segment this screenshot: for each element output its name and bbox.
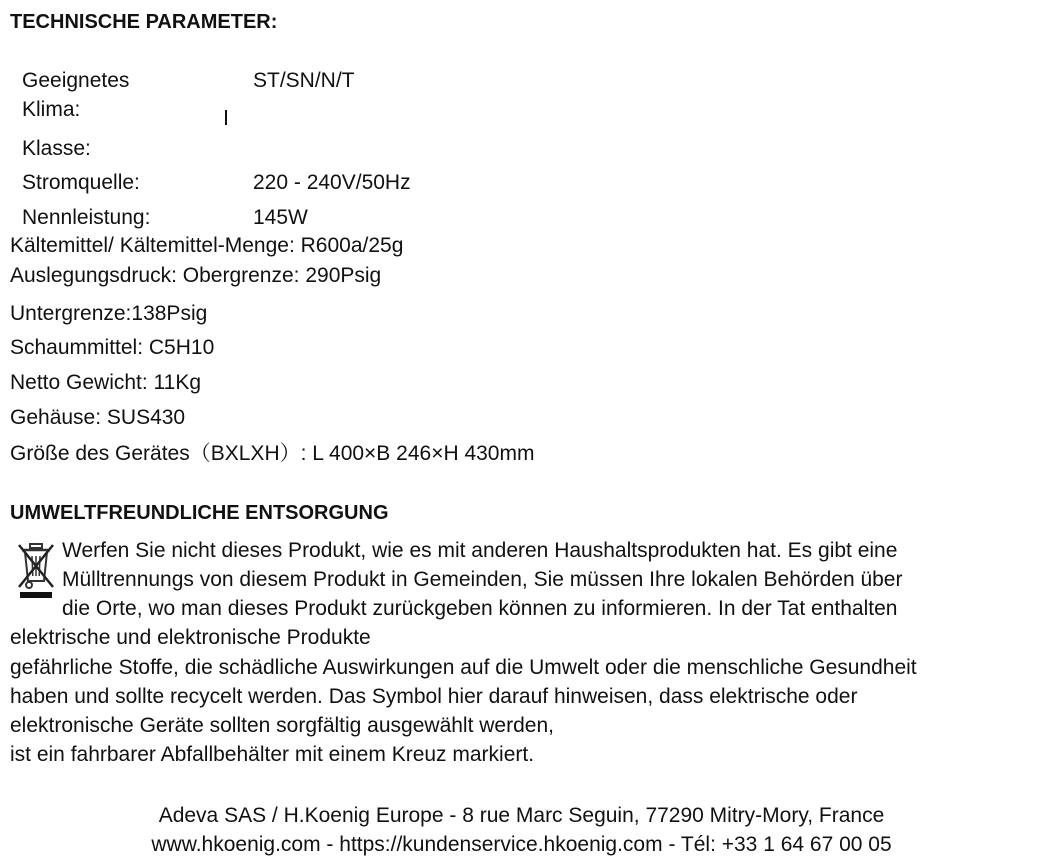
housing: Gehäuse: SUS430 — [10, 406, 186, 429]
disposal-heading: UMWELTFREUNDLICHE ENTSORGUNG — [10, 502, 389, 524]
disposal-line: haben und sollte recycelt werden. Das Symbol hier darauf hinweisen, dass elektrische oder — [10, 685, 858, 708]
rated-power-value: 145W — [253, 206, 308, 229]
climate-label-1: Geeignetes — [22, 69, 130, 92]
climate-value: ST/SN/N/T — [253, 69, 355, 92]
dimensions: Größe des Gerätes（BXLXH）: L 400×B 246×H 430mm — [10, 442, 535, 465]
class-label: Klasse: — [22, 137, 91, 160]
refrigerant: Kältemittel/ Kältemittel-Menge: R600a/25g — [10, 234, 404, 257]
disposal-line: Mülltrennungs von diesem Produkt in Gemeinden, Sie müssen Ihre lokalen Behörden über — [62, 568, 903, 591]
power-source-value: 220 - 240V/50Hz — [253, 171, 411, 194]
crossed-out-wheelie-bin-icon — [16, 541, 56, 599]
net-weight: Netto Gewicht: 11Kg — [10, 371, 202, 394]
disposal-line: die Orte, wo man dieses Produkt zurückgeben können zu informieren. In der Tat enthalten — [62, 597, 898, 620]
footer-address: Adeva SAS / H.Koenig Europe - 8 rue Marc Seguin, 77290 Mitry-Mory, France — [158, 804, 885, 827]
foaming-agent: Schaummittel: C5H10 — [10, 336, 215, 359]
tech-heading: TECHNISCHE PARAMETER: — [10, 11, 278, 33]
disposal-line: elektronische Geräte sollten sorgfältig ausgewählt werden, — [10, 714, 554, 737]
disposal-line: Werfen Sie nicht dieses Produkt, wie es mit anderen Haushaltsprodukten hat. Es gibt eine — [62, 539, 898, 562]
disposal-line: elektrische und elektronische Produkte — [10, 626, 371, 649]
design-pressure: Auslegungsdruck: Obergrenze: 290Psig — [10, 264, 382, 287]
power-source-label: Stromquelle: — [22, 171, 140, 194]
rated-power-label: Nennleistung: — [22, 206, 151, 229]
footer-contact: www.hkoenig.com - https://kundenservice.hkoenig.com - Tél: +33 1 64 67 00 05 — [151, 833, 892, 856]
disposal-line: ist ein fahrbarer Abfallbehälter mit einem Kreuz markiert. — [10, 743, 535, 766]
text-cursor — [225, 110, 227, 125]
disposal-line: gefährliche Stoffe, die schädliche Auswirkungen auf die Umwelt oder die menschliche Gesundheit — [10, 656, 917, 679]
lower-limit: Untergrenze:138Psig — [10, 302, 208, 325]
climate-label-2: Klima: — [22, 98, 81, 121]
